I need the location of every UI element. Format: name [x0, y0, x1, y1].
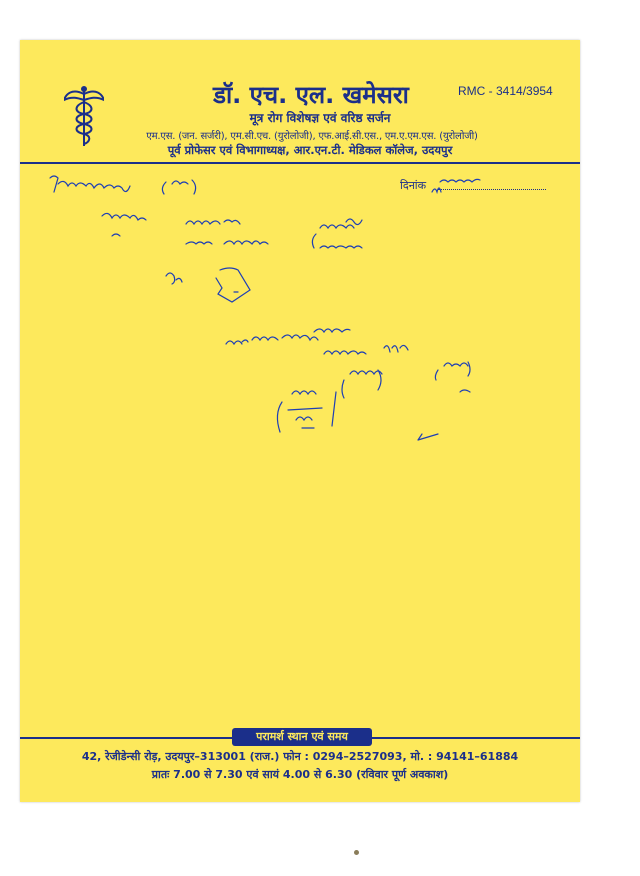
paper-speck: [354, 850, 359, 855]
handwritten-notes: [20, 164, 580, 524]
clinic-timings: प्रातः 7.00 से 7.30 एवं सायं 4.00 से 6.30 (रविवार पूर्ण अवकाश): [151, 768, 449, 781]
specialty: मूत्र रोग विशेषज्ञ एवं वरिष्ठ सर्जन: [249, 111, 391, 125]
registration-number: RMC - 3414/3954: [458, 84, 553, 98]
caduceus-icon: [64, 84, 104, 148]
date-label: दिनांक: [400, 179, 427, 192]
clinic-address: 42, रेजीडेन्सी रोड़, उदयपुर–313001 (राज.) फोन : 0294–2527093, मो. : 94141–61884: [81, 750, 519, 763]
degrees: एम.एस. (जन. सर्जरी), एम.सी.एच. (युरोलोजी), एफ.आई.सी.एस., एम.ए.एम.एस. (युरोलोजी): [146, 131, 478, 142]
prescription-sheet: [20, 40, 580, 802]
position-affiliation: पूर्व प्रोफेसर एवं विभागाध्यक्ष, आर.एन.टी. मेडिकल कॉलेज, उदयपुर: [167, 143, 453, 157]
consultation-banner: परामर्श स्थान एवं समय: [232, 728, 372, 746]
doctor-name: डॉ. एच. एल. खमेसरा: [213, 81, 409, 109]
